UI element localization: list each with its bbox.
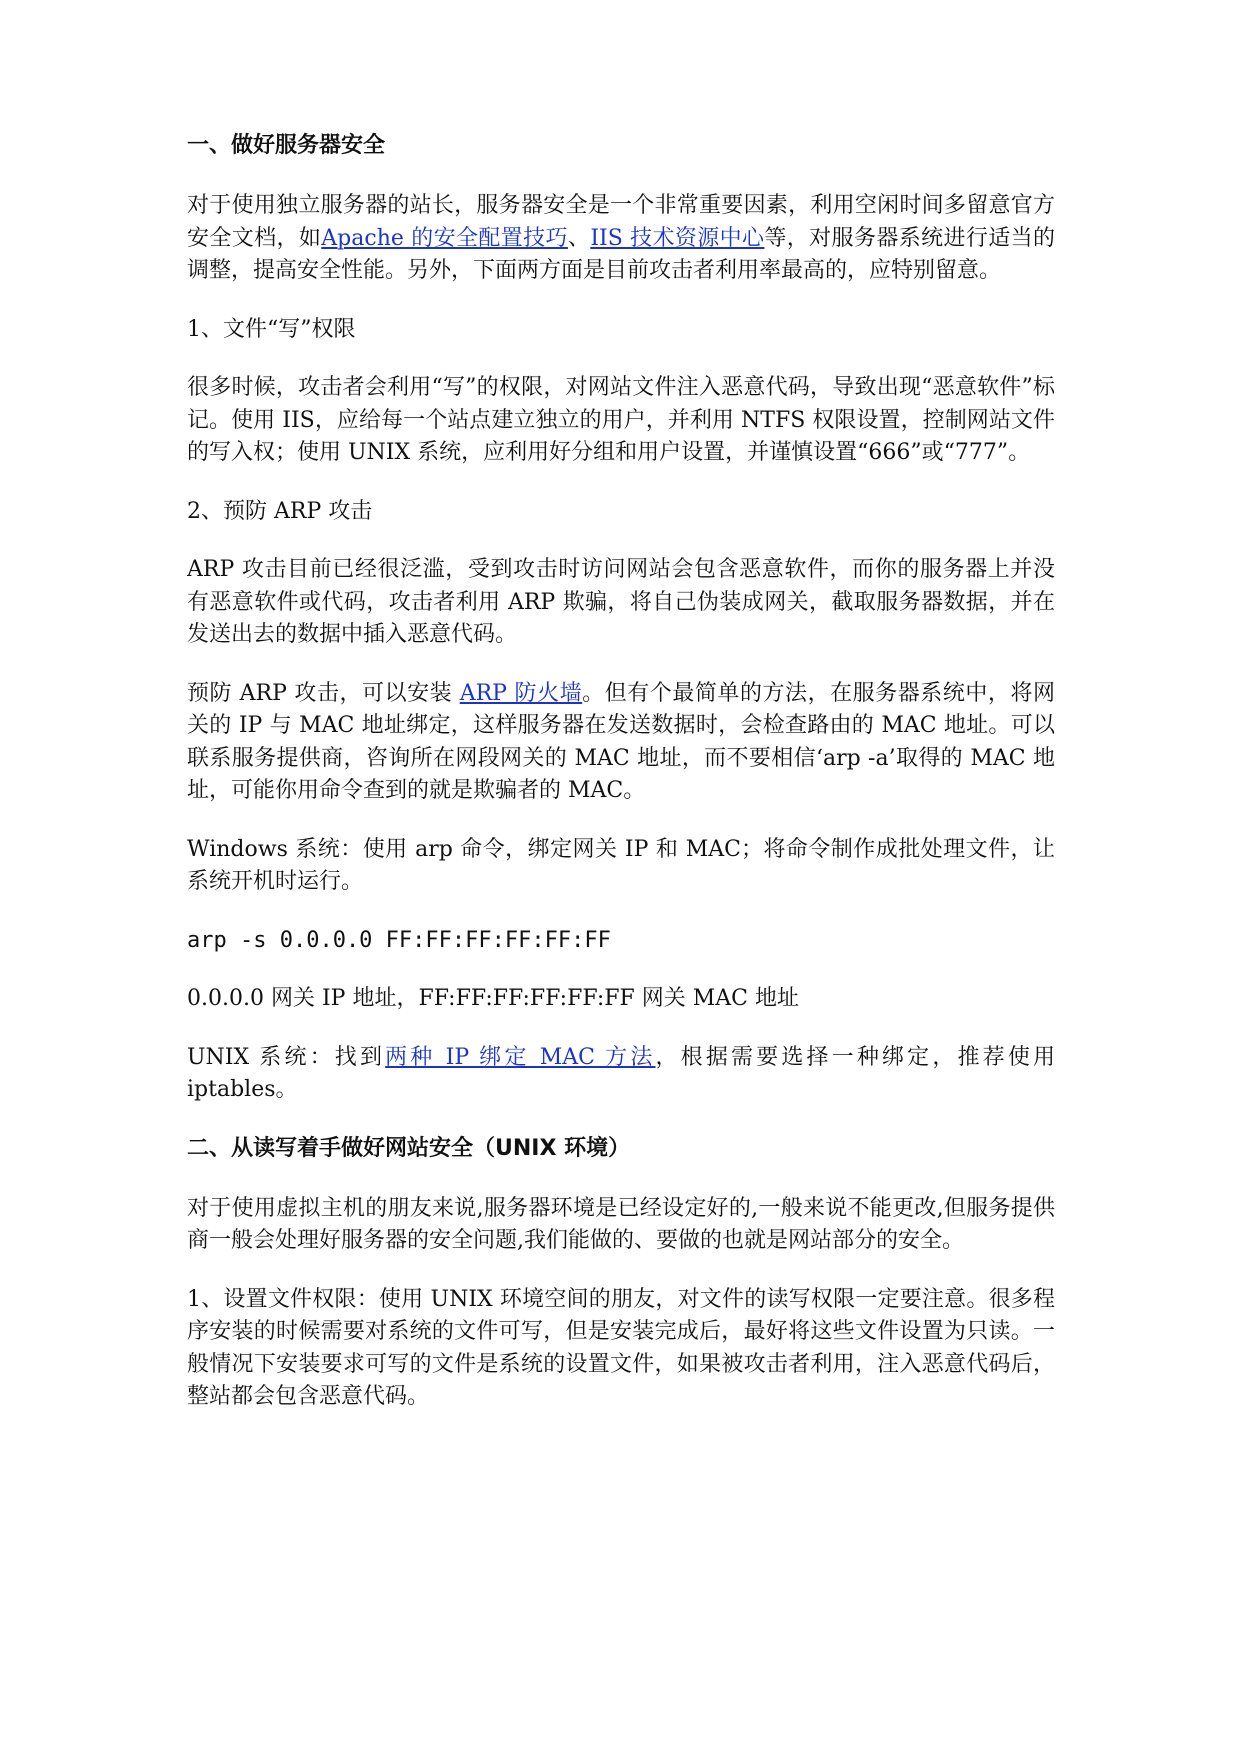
prevent-text-b: 。但有个最简单的方法，在服务器系统中，将网关的 IP 与 MAC 地址绑定，这样服务器在发送数据时，会检查路由的 MAC 地址。可以联系服务提供商，咨询所在网段网关的 MAC 地址，而不要相信‘arp -a’取得的 MAC 地址，可能你用命令查到的就是欺骗者的 MAC。: [187, 680, 1055, 803]
unix-text-a: UNIX 系统：找到: [187, 1044, 386, 1070]
arp-firewall-link[interactable]: ARP 防火墙: [459, 680, 583, 706]
intro-separator: 、: [567, 225, 591, 251]
subsection2-title: 2、预防 ARP 攻击: [187, 498, 373, 524]
document-page: [187, 130, 1055, 1414]
prevent-text-a: 预防 ARP 攻击，可以安装: [187, 680, 460, 706]
section2-heading: 二、从读写着手做好网站安全（UNIX 环境）: [187, 1135, 631, 1161]
iis-resource-link[interactable]: IIS 技术资源中心: [590, 225, 765, 251]
arp-prevention-paragraph: [187, 678, 1055, 808]
unix-text-b: ，根据需要选择一种绑定，推荐使用 iptables。: [187, 1044, 1055, 1102]
windows-instructions: Windows 系统：使用 arp 命令，绑定网关 IP 和 MAC；将命令制作成批处理文件，让系统开机时运行。: [187, 836, 1055, 894]
subsection2-body: ARP 攻击目前已经很泛滥，受到攻击时访问网站会包含恶意软件，而你的服务器上并没有恶意软件或代码，攻击者利用 ARP 欺骗，将自己伪装成网关，截取服务器数据，并在发送出去的数据中插入恶意代码。: [187, 557, 1055, 647]
section1-heading: 一、做好服务器安全: [187, 133, 386, 158]
apache-security-link[interactable]: Apache 的安全配置技巧: [321, 225, 568, 251]
intro-text-a: 对于使用独立服务器的站长，服务器安全是一个非常重要因素，利用空闲时间多留意官方安全文档，如: [187, 193, 1055, 251]
subsection1-body: 很多时候，攻击者会利用“写”的权限，对网站文件注入恶意代码，导致出现“恶意软件”标记。使用 IIS，应给每一个站点建立独立的用户，并利用 NTFS 权限设置，控制网站文件的写入权；使用 UNIX 系统，应利用好分组和用户设置，并谨慎设置“666”或“777”。: [187, 375, 1055, 465]
section2-item1-paragraph: 1、设置文件权限：使用 UNIX 环境空间的朋友，对文件的读写权限一定要注意。很多程序安装的时候需要对系统的文件可写，但是安装完成后，最好将这些文件设置为只读。一般情况下安装要求可写的文件是系统的设置文件，如果被攻击者利用，注入恶意代码后，整站都会包含恶意代码。: [187, 1286, 1055, 1409]
intro-text-b: 等，对服务器系统进行适当的调整，提高安全性能。另外，下面两方面是目前攻击者利用率最高的，应特别留意。: [187, 225, 1055, 283]
section1-intro-paragraph: [187, 190, 1055, 288]
subsection1-title: 1、文件“写”权限: [187, 316, 356, 342]
ip-mac-binding-link[interactable]: 两种 IP 绑定 MAC 方法: [385, 1044, 656, 1070]
section2-intro-paragraph: 对于使用虚拟主机的朋友来说,服务器环境是已经设定好的,一般来说不能更改,但服务提供商一般会处理好服务器的安全问题,我们能做的、要做的也就是网站部分的安全。: [187, 1195, 1055, 1253]
unix-instructions: [187, 1042, 1055, 1107]
command-explanation: 0.0.0.0 网关 IP 地址，FF:FF:FF:FF:FF:FF 网关 MAC 地址: [187, 986, 799, 1011]
arp-command-line: arp -s 0.0.0.0 FF:FF:FF:FF:FF:FF: [187, 927, 611, 953]
